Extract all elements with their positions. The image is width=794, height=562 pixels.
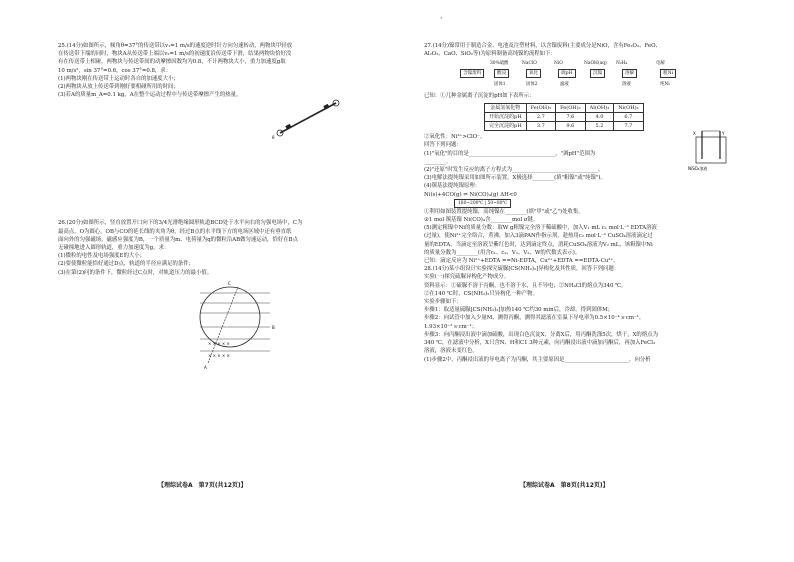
svg-text:X: X [693,131,696,137]
text-line: (过量)，使Ni²⁺完全络合，煮沸，加入3滴PAN作指示剂，趁热用c₂ mol·L⁻¹ CuSO₄溶液滴定过 [424,233,653,240]
text-line: 26.(20分)如图所示，竖直放置开口向下的3/4光滑绝缘圆形轨道BCD处于水平向右的匀强电场中，C为 [58,220,303,227]
text-line: ________。 [424,158,451,165]
text-line: (3)在第(2)问的条件下，微粒经过C点时，对轨道压力的最小值。 [58,269,213,276]
text-line: (1)步骤2中，丙酮浸出液的导电离子为丙酮，其主要原因是________________________，向分析 [424,356,651,363]
text-line: 量的EDTA，当滴定至溶液呈紫红色时，达到滴定终点，消耗CuSO₄溶液为V₂ mL，该粗镍中Ni [424,241,653,248]
text-line: 步骤2：向试管中加入少量M，测得丙酮，测得其滤液在室温下导电率为0.5×10⁻⁴ s·cm⁻¹， [424,315,645,322]
svg-text:B: B [272,324,275,330]
text-line: 的质量分数为________(用含c₁、c₂、V₁、V₂、W的代数式表示)。 [424,249,581,256]
text-line: (1)两物块刚在传送带上运动时各自的加速度大小； [58,75,179,82]
text-line: 面向外的匀强磁场，磁感应强度为B，一个质量为m、电荷量为q的微粒沿AB做匀速运动，恰好在B点 [58,236,298,243]
flow-byproduct: 纯Ni [660,82,670,88]
question-25 [58,42,358,99]
circular-track-figure [178,281,288,371]
text-line: 实验步骤如下： [424,299,462,306]
question-27-intro [424,42,744,58]
text-line: 有在传送带上相碰，两物块与传送带间的动摩擦因数均为0.8，不计两物块大小，重力加速度g取 [58,59,286,66]
flow-byproduct: 溶液 [622,82,631,88]
text-line: (5)测定粗镍中Ni的质量分数：取W g粗镍完全溶于稀硫酸中，加入V₁ mL c₁ mol·L⁻¹ EDTA溶液 [424,225,657,232]
ph-table [484,103,644,132]
flow-step: 溶解 [622,69,637,78]
text-line: (1)微粒的电性及电场强度E的大小； [58,253,146,260]
flow-reagent: 30%硫酸 [490,61,509,67]
table-cell: 3.7 [526,122,556,131]
svg-text:A: A [204,364,207,370]
text-line: 25.(14分)如图所示，倾角θ=37°的传送带以v₁=1 m/s的速度逆时针方向匀速转动，两物块甲轻放 [58,43,293,49]
text-line: ①利用如图装置提纯镍，高纯镍在________(填"甲"或"乙")处收集。 [424,208,584,215]
text-line: 资料显示：①硫脲不溶于丙酮，也不溶于水，且不导电；②NH₄Cl的熔点为340 ℃。 [424,282,627,289]
process-flow [460,60,680,90]
flow-reagent: NaClO [522,61,537,67]
table-cell: 4.0 [585,112,614,121]
table-header: Fe(OH)₃ [526,103,556,112]
right-column [424,42,744,364]
text-line: 实验(一)探究硫脲异构化产物成分。 [424,274,510,281]
table-cell: 9.6 [556,122,586,131]
flow-step: 酸浸 [494,69,509,78]
text-line: (1)"氧化"的目的是________________________________，"调pH"范围为 [424,150,596,157]
table-cell: 7.6 [556,112,586,121]
text-line: 1.93×10⁻² s·cm⁻¹； [424,323,478,330]
table-cell: 2.7 [526,112,556,121]
text-line: 28.(14分)某小组设计实验探究硫脲[CS(NH₂)₂]异构化及其性质，回答下列问题： [424,266,620,273]
table-cell: 5.2 [585,122,614,131]
text-line: (3)若A的质量m_A=0.1 kg，A在整个运动过程中与传送带摩擦产生的热量。 [58,92,242,99]
text-line: 10 m/s²，sin 37°=0.6，cos 37°=0.8，求： [58,67,172,74]
flow-reagent: NiO [554,61,563,67]
svg-text:× × × × ×: × × × × × [208,340,230,346]
flow-reagent: N₂H₄ [616,61,628,67]
text-line: (2)两物块从放上传送带到刚好要相碰所用的时间； [58,84,179,91]
table-header: 金属氢氧化物 [485,103,527,112]
text-line: 27.(14分)镍常用于制造合金、电池及注塑材料，以含镍废料(主要成分是NiO，含有Fe₂O₃、FeO、 [424,43,661,49]
flow-byproduct: 固体1 [494,82,506,88]
text-line: Al₂O₃、CaO、SiO₂等)为原料制备高纯镍的流程如下： [424,51,556,58]
text-line: ②氧化性：Ni³⁺>ClO⁻。 [424,134,486,141]
text-line: 回答下列问题： [424,142,462,149]
text-line: 溶液，溶液未变红色。 [424,348,478,355]
svg-text:θ: θ [272,135,275,141]
text-line: (2)要使微粒能恰好通过D点，轨道的半径应满足的条件； [58,261,194,268]
flow-step: 氧化 [526,69,541,78]
flow-step: 粗Ni [660,69,676,78]
text-line: ②1 mol 羰基镍 Ni(CO)₄含________mol σ键。 [424,217,539,224]
known-condition: 已知：①几种金属离子沉淀的pH如下表所示： [424,93,535,100]
table-header: Fe(OH)₂ [556,103,586,112]
text-line: 步骤3：向丙酮浸出液中滴加硫酸，出现白色沉淀X，分离X后，用丙酮洗涤5次，烘干，X的熔点为 [424,331,658,338]
carbonyl-equation: Ni(s)+4CO(g) ⇌ Ni(CO)₄(g) ΔH<0 [424,191,517,198]
text-line: (4)羰基法提纯镍原理： [424,183,481,190]
question-28 [424,265,744,363]
table-row [485,122,644,131]
text-line: 340 ℃，在滤液中分析，X只含N、H和C1 3种元素，向丙酮浸出液中滴加丙酮后，再加入FeCl₃ [424,340,656,347]
electrolysis-figure [688,127,734,171]
table-header: Al(OH)₃ [585,103,614,112]
question-26 [58,219,358,276]
footer-left: 【理综试卷A 第7页(共12页)】 [158,482,247,489]
text-line: 在传送带下端的同时，物块A从传送带上端以v₂=1 m/s的初速度沿传送带下滑，结果两物块恰好没 [58,51,292,58]
text-line: (3)电解法提纯镍采用如图所示装置，X极选择________(填"粗镍"或"纯镍")。 [424,175,606,182]
conveyor-figure [270,95,350,141]
footer-right: 【理综试卷A 第8页(共12页)】 [520,482,609,489]
table-row [485,112,644,121]
table-cell: 6.7 [614,112,643,121]
flow-step: 调pH [558,69,576,78]
flow-reagent: NaOH(aq) [584,61,607,67]
temperature-box: 180~200℃ | 50~80℃ [454,199,511,208]
flow-reagent: 电解 [656,61,665,67]
flow-step: 含镍废料 [460,69,484,78]
flow-byproduct: 固体2 [526,82,538,88]
table-cell: 完全沉淀的pH [485,122,527,131]
text-line: ②在140 ℃时，CS(NH₂)₂只异构化一种产物。 [424,290,538,297]
table-cell: 开始沉淀的pH [485,112,527,121]
left-column [58,42,358,371]
table-header: Ni(OH)₂ [614,103,643,112]
flow-byproduct: 滤液 [560,82,569,88]
text-line: 最高点，O为圆心，OB与CO的延长线的夹角为θ，经过B点的水平线下方的电场区域中还有垂直纸 [58,228,292,235]
table-cell: 7.7 [614,122,643,131]
svg-text:× × × × ×: × × × × × [208,352,230,358]
question-27-body2 [424,208,744,265]
text-line: 已知：滴定反应为 Ni²⁺+EDTA ==Ni-EDTA，Cu²⁺+EDTA ==EDTA-Cu²⁺。 [424,258,619,265]
text-line: 步骤1：取适量硫脲[CS(NH₂)₂]加热140 ℃约30 min后，冷却，得到固体M； [424,307,614,314]
text-line: 无碰撞地进入圆形轨道，重力加速度为g，求： [58,245,170,252]
svg-text:Y: Y [722,131,725,137]
flow-step: 沉镍 [590,69,605,78]
page-mark: · [440,14,443,23]
device-label: NiSO₄溶液 [688,166,708,172]
text-line: (2)"还原"时发生反应的离子方程式为________________________________。 [424,167,604,174]
svg-text:C: C [228,280,231,286]
